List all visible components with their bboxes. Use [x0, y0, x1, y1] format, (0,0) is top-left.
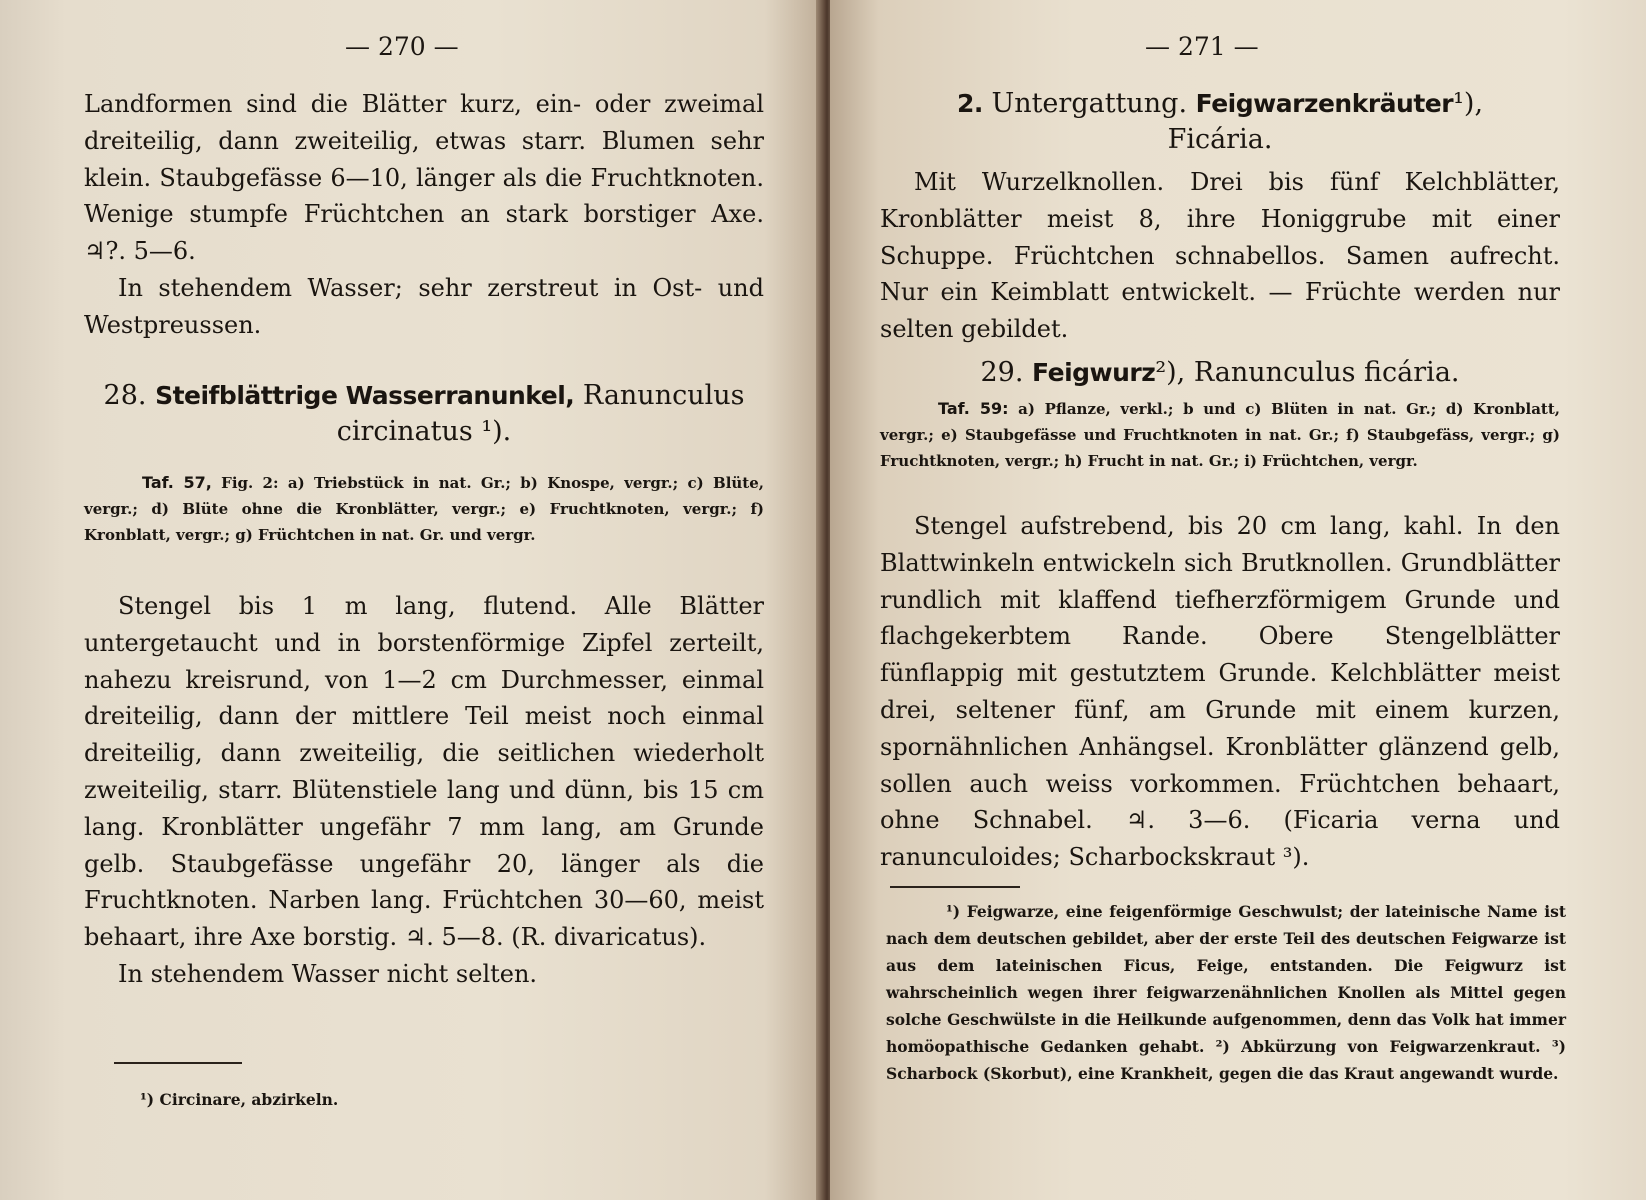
footnote-rule-right [890, 886, 1020, 888]
left-text-top [84, 86, 764, 344]
subgenus-prefix: Untergattung. [991, 88, 1188, 119]
subgenus-heading [880, 86, 1560, 158]
left-paragraph-4: In stehendem Wasser nicht selten. [118, 959, 538, 988]
right-text-top [880, 164, 1560, 348]
right-text-main [880, 508, 1560, 876]
left-paragraph-1: Landformen sind die Blätter kurz, ein- oder zweimal dreiteilig, dann zweiteilig, etwas starr. Blumen sehr klein. Staubgefässe 6—10, länger als die Fruchtknoten. Wenige stumpfe Früchtchen an stark borstiger Axe. ♃?. 5—6. [84, 90, 764, 266]
subgenus-latin: Ficária. [1167, 124, 1273, 155]
species-latin-29: Ranunculus ficária. [1193, 357, 1460, 388]
subgenus-name: Feigwarzenkräuter [1195, 89, 1454, 118]
right-paragraph-1: Mit Wurzelknollen. Drei bis fünf Kelchblätter, Kronblätter meist 8, ihre Honiggrube mit einer Schuppe. Früchtchen schnabellos. Samen aufrecht. Nur ein Keimblatt entwickelt. — Früchte werden nur selten gebildet. [880, 168, 1560, 344]
subgenus-suffix: ¹), [1453, 88, 1484, 119]
species-name-29: Feigwurz [1032, 358, 1156, 387]
left-paragraph-2: In stehendem Wasser; sehr zerstreut in Ost- und Westpreussen. [84, 273, 764, 339]
subgenus-number: 2. [956, 89, 983, 118]
species-name: Steifblättrige Wasserranunkel, [155, 381, 575, 410]
plate-reference-right [880, 396, 1560, 474]
species-heading-29 [880, 355, 1560, 391]
footnotes-right: ¹) Feigwarze, eine feigenförmige Geschwulst; der lateinische Name ist nach dem deutschen gebildet, aber der erste Teil des deutschen Feigwarze ist aus dem lateinischen Ficus, Feige, entstanden. Die Feigwurz ist wahrscheinlich wegen ihrer feigwarzenähnlichen Knollen als Mittel gegen solche Geschwülste in die Heilkunde aufgenommen, denn das Volk hat immer homöopathische Gedanken gehabt. ²) Abkürzung von Feigwarzenkraut. ³) Scharbock (Skorbut), eine Krankheit, gegen die das Kraut angewandt wurde. [886, 902, 1566, 1083]
species-latin-1: Ranunculus [582, 380, 745, 411]
left-page [0, 0, 822, 1200]
species-number-29: 29. [980, 357, 1024, 388]
left-text-main [84, 588, 764, 993]
species-latin-2: circinatus ¹). [336, 416, 512, 447]
footnote-left: ¹) Circinare, abzirkeln. [140, 1090, 339, 1109]
species-number: 28. [103, 380, 147, 411]
plate-text: Fig. 2: a) Triebstück in nat. Gr.; b) Knospe, vergr.; c) Blüte, vergr.; d) Blüte ohne die Kronblätter, vergr.; e) Fruchtknoten, vergr.; f) Kronblatt, vergr.; g) Früchtchen in nat. Gr. und vergr. [84, 474, 764, 544]
right-paragraph-2: Stengel aufstrebend, bis 20 cm lang, kahl. In den Blattwinkeln entwickeln sich Brutknollen. Grundblätter rundlich mit klaffend tiefherzförmigem Grunde und flachgekerbtem Rande. Obere Stengelblätter fünflappig mit gestutztem Grunde. Kelchblätter meist drei, seltener fünf, am Grunde mit einem kurzen, spornähnlichen Anhängsel. Kronblätter glänzend gelb, sollen auch weiss vorkommen. Früchtchen behaart, ohne Schnabel. ♃. 3—6. (Ficaria verna und ranunculoides; Scharbockskraut ³). [880, 512, 1560, 872]
footnote-rule-left [114, 1062, 242, 1064]
left-paragraph-3: Stengel bis 1 m lang, flutend. Alle Blätter untergetaucht und in borstenförmige Zipfel zerteilt, nahezu kreisrund, von 1—2 cm Durchmesser, einmal dreiteilig, dann der mittlere Teil meist noch einmal dreiteilig, dann zweiteilig, die seitlichen wiederholt zweiteilig, starr. Blütenstiele lang und dünn, bis 15 cm lang. Kronblätter ungefähr 7 mm lang, am Grunde gelb. Staubgefässe ungefähr 20, länger als die Fruchtknoten. Narben lang. Früchtchen 30—60, meist behaart, ihre Axe borstig. ♃. 5—8. (R. divaricatus). [84, 592, 764, 952]
page-number-left: — 270 — [345, 32, 459, 61]
species-suffix-29: ²), [1155, 357, 1186, 388]
right-page [830, 0, 1646, 1200]
plate-label: Taf. 57, [142, 473, 212, 492]
page-number-right: — 271 — [1145, 32, 1259, 61]
species-heading-28 [84, 378, 764, 450]
plate-reference-left [84, 470, 764, 548]
plate-text-right: a) Pflanze, verkl.; b und c) Blüten in nat. Gr.; d) Kronblatt, vergr.; e) Staubgefässe und Fruchtknoten in nat. Gr.; f) Staubgefäss, vergr.; g) Fruchtknoten, vergr.; h) Frucht in nat. Gr.; i) Früchtchen, vergr. [880, 400, 1560, 470]
plate-label-right: Taf. 59: [938, 399, 1009, 418]
